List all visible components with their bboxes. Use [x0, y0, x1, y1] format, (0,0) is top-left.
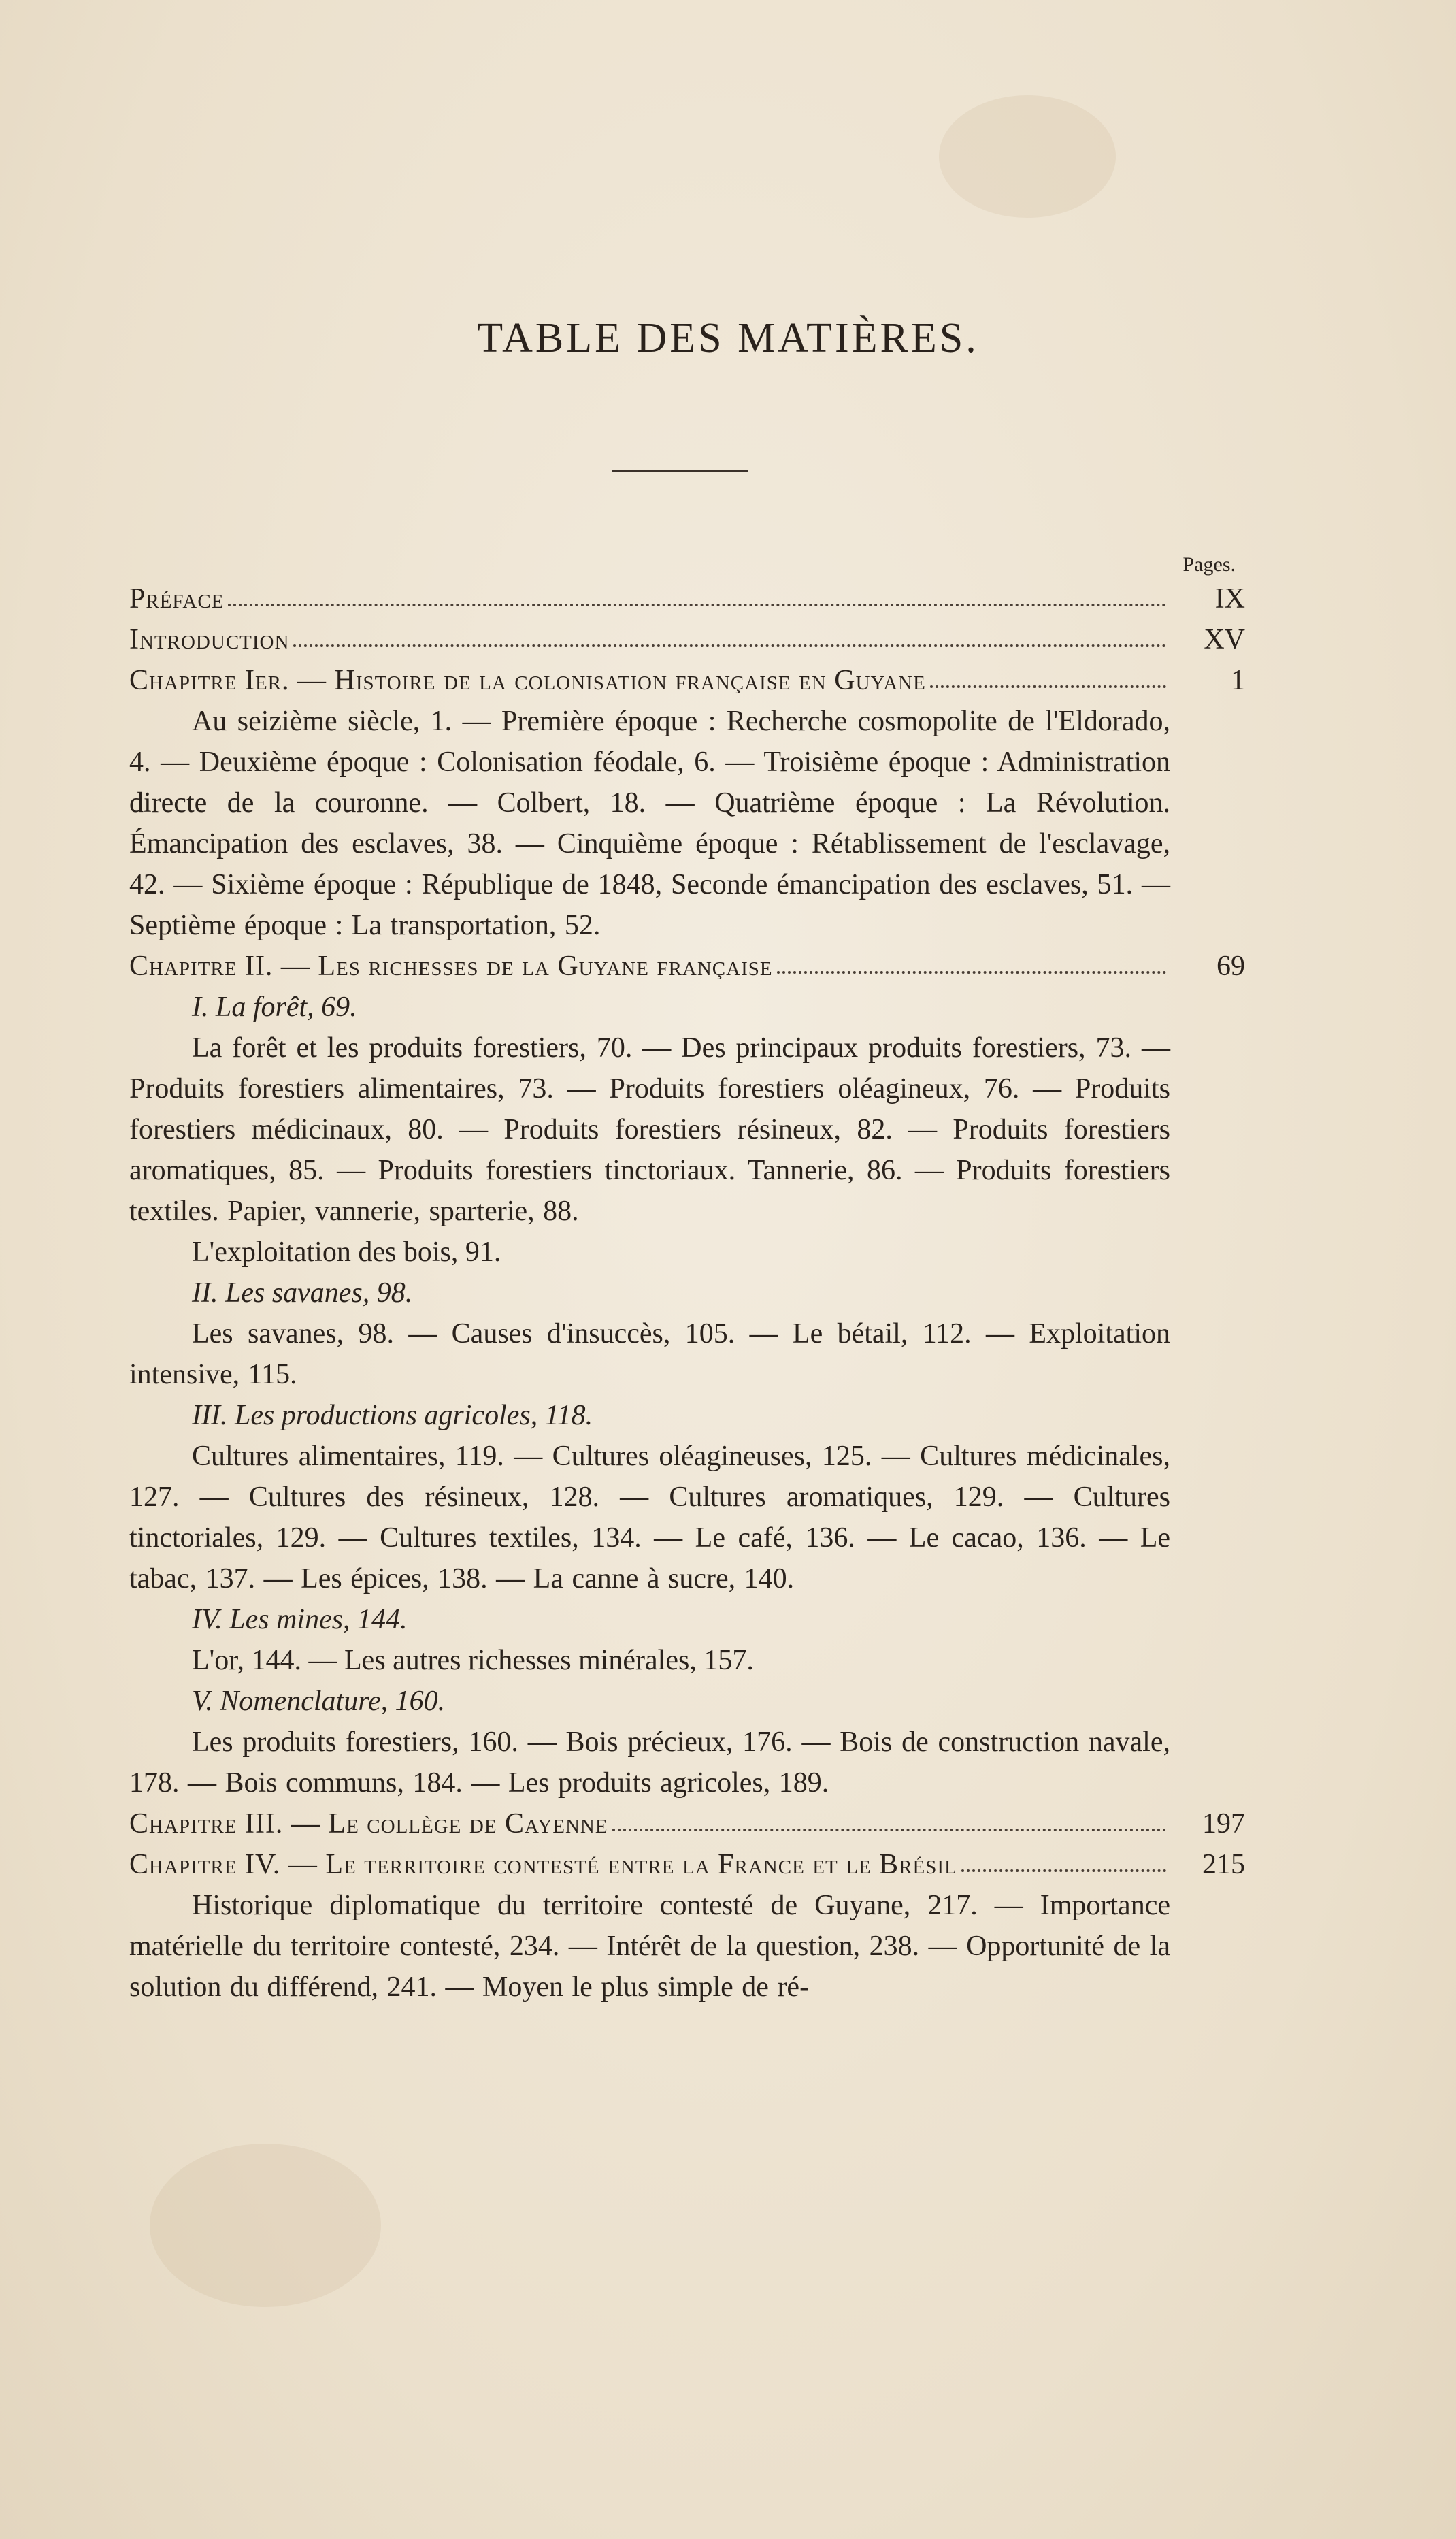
section-heading-nomenclature: V. Nomenclature, 160.	[192, 1686, 446, 1717]
toc-entry-label: Introduction	[129, 624, 290, 655]
toc-entry-page: XV	[1204, 624, 1245, 655]
leader-dots	[930, 685, 1166, 688]
toc-entry-page: IX	[1214, 583, 1245, 615]
chapter-4-summary: Historique diplomatique du territoire contesté de Guyane, 217. — Importance matérielle du territoire contesté, 234. — Intérêt de la question, 238. — Opportunité de la solution du différend, 241. — Moyen le plus simple de ré-	[129, 1890, 1170, 2003]
toc-entry-label: Chapitre Ier. — Histoire de la colonisation française en Guyane	[129, 665, 926, 696]
toc-entry-preface	[129, 578, 1245, 619]
title-rule	[612, 470, 748, 472]
section-summary-foret: La forêt et les produits forestiers, 70. — Des principaux produits forestiers, 73. — Produits forestiers alimentaires, 73. — Produits forestiers oléagineux, 76. — Produits forestiers médicinaux, 80. — Produits forestiers résineux, 82. — Produits forestiers aromatiques, 85. — Produits forestiers tinctoriaux. Tannerie, 86. — Produits forestiers textiles. Papier, vannerie, sparterie, 88.	[129, 1032, 1170, 1227]
table-of-contents	[129, 578, 1245, 2008]
section-summary-savanes: Les savanes, 98. — Causes d'insuccès, 105. — Le bétail, 112. — Exploitation intensive, 115.	[129, 1318, 1170, 1390]
toc-entry-chapter-1	[129, 660, 1245, 701]
leader-dots	[777, 971, 1166, 974]
chapter-1-summary: Au seizième siècle, 1. — Première époque : Recherche cosmopolite de l'Eldorado, 4. — Deuxième époque : Colonisation féodale, 6. — Troisième époque : Administration directe de la couronne. — Colbert, 18. — Quatrième époque : La Révolution. Émancipation des esclaves, 38. — Cinquième époque : Rétablissement de l'esclavage, 42. — Sixième époque : République de 1848, Seconde émancipation des esclaves, 51. — Septième époque : La transportation, 52.	[129, 706, 1170, 941]
section-heading-savanes: II. Les savanes, 98.	[192, 1277, 413, 1309]
section-line-exploitation: L'exploitation des bois, 91.	[192, 1236, 501, 1268]
section-summary-productions: Cultures alimentaires, 119. — Cultures oléagineuses, 125. — Cultures médicinales, 127. — Cultures des résineux, 128. — Cultures aromatiques, 129. — Cultures tinctoriales, 129. — Cultures textiles, 134. — Le café, 136. — Le cacao, 136. — Le tabac, 137. — Les épices, 138. — La canne à sucre, 140.	[129, 1441, 1170, 1594]
toc-entry-chapter-3	[129, 1803, 1245, 1844]
toc-entry-page: 69	[1217, 951, 1245, 982]
toc-entry-label: Chapitre IV. — Le territoire contesté entre la France et le Brésil	[129, 1849, 957, 1880]
toc-entry-introduction	[129, 619, 1245, 660]
section-heading-foret: I. La forêt, 69.	[192, 992, 357, 1023]
paper-stain	[150, 2144, 381, 2307]
paper-stain	[939, 95, 1116, 218]
toc-entry-label: Chapitre III. — Le collège de Cayenne	[129, 1808, 608, 1839]
toc-entry-page: 197	[1202, 1808, 1245, 1839]
leader-dots	[961, 1869, 1166, 1872]
toc-entry-chapter-4	[129, 1844, 1245, 1885]
section-summary-nomenclature: Les produits forestiers, 160. — Bois précieux, 176. — Bois de construction navale, 178. — Bois communs, 184. — Les produits agricoles, 189.	[129, 1726, 1170, 1799]
toc-entry-page: 1	[1231, 665, 1245, 696]
page-title: TABLE DES MATIÈRES.	[477, 315, 979, 361]
section-heading-productions: III. Les productions agricoles, 118.	[192, 1400, 593, 1431]
toc-entry-label: Chapitre II. — Les richesses de la Guyane française	[129, 951, 773, 982]
toc-entry-chapter-2	[129, 946, 1245, 987]
toc-entry-label: Préface	[129, 583, 225, 615]
leader-dots	[228, 604, 1166, 606]
toc-entry-page: 215	[1202, 1849, 1245, 1880]
section-heading-mines: IV. Les mines, 144.	[192, 1604, 408, 1635]
leader-dots	[293, 644, 1166, 647]
section-summary-mines: L'or, 144. — Les autres richesses minérales, 157.	[192, 1645, 754, 1676]
pages-column-label: Pages.	[1182, 553, 1236, 576]
leader-dots	[612, 1829, 1166, 1831]
